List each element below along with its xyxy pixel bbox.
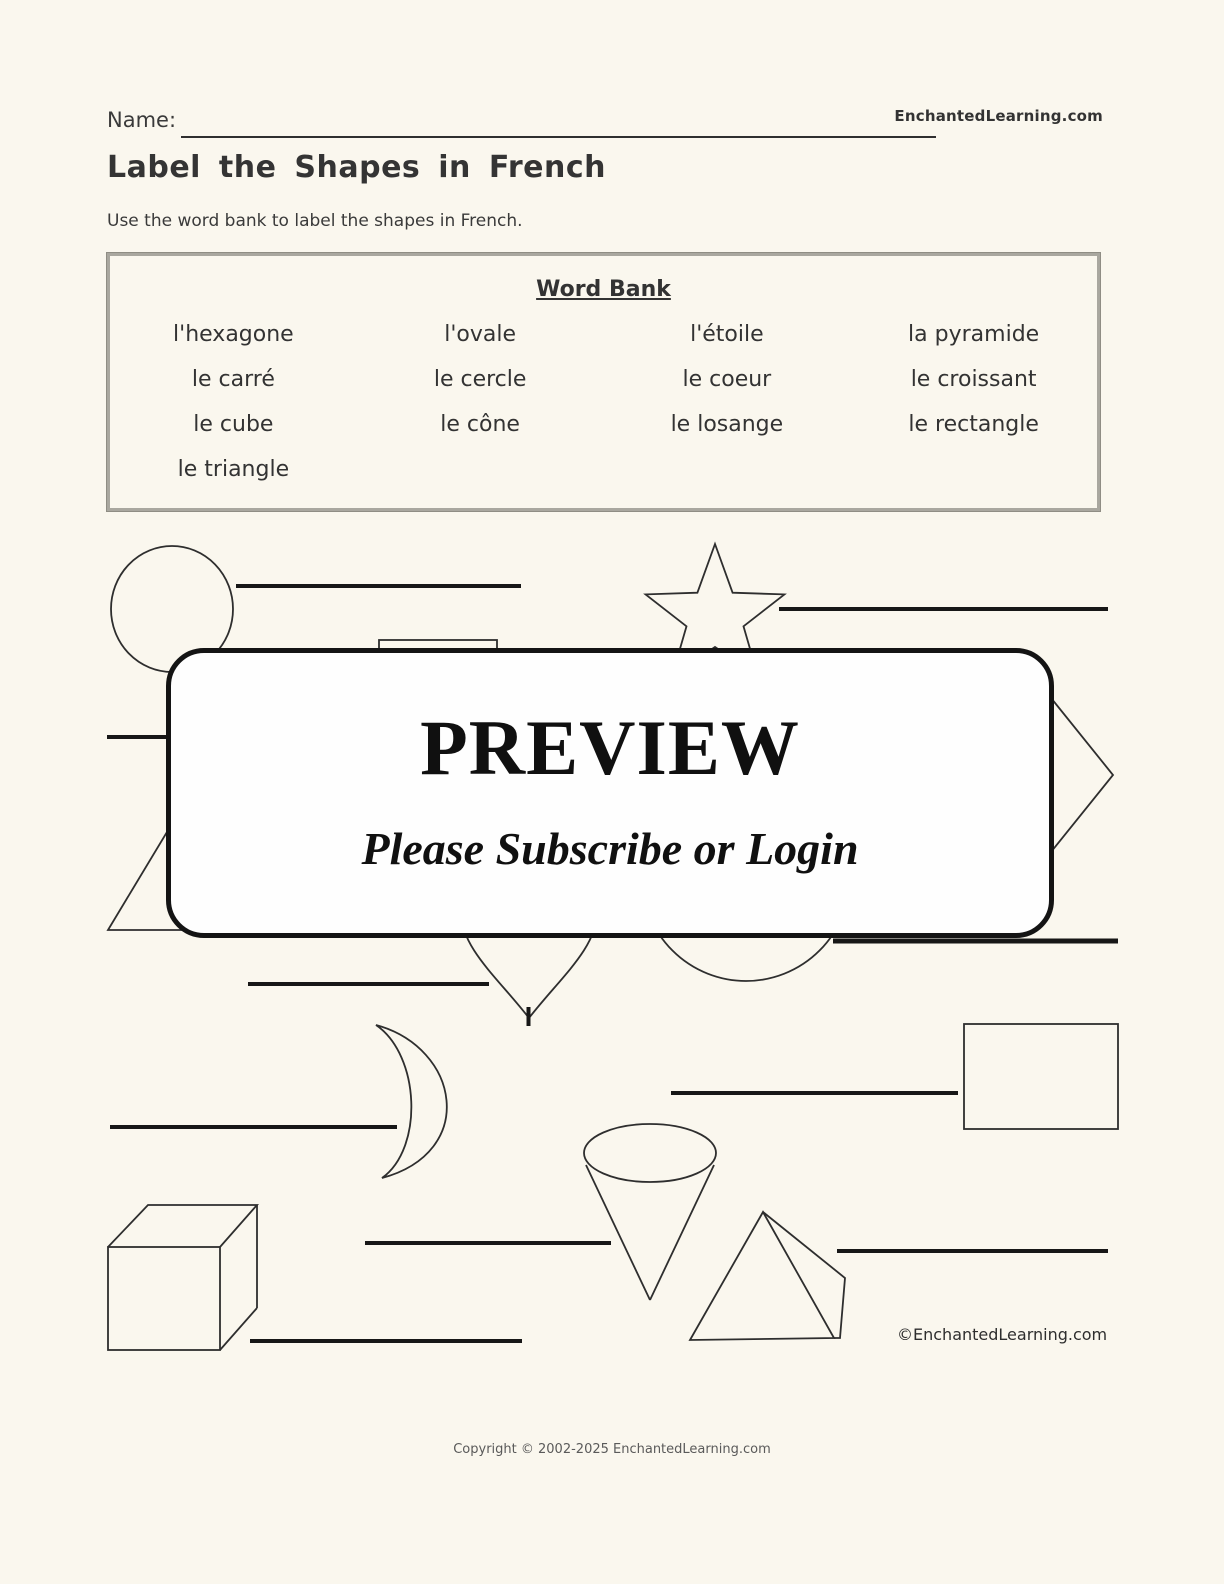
word-bank-word: le carré xyxy=(191,367,275,392)
footer-copyright: Copyright © 2002-2025 EnchantedLearning.com xyxy=(453,1442,771,1457)
cone-right-edge xyxy=(650,1165,714,1300)
word-bank-box xyxy=(107,253,1100,511)
word-bank-word: l'ovale xyxy=(444,322,517,347)
page-title: Label the Shapes in French xyxy=(107,150,607,185)
word-bank-word: le rectangle xyxy=(908,412,1039,437)
word-bank-word: le croissant xyxy=(910,367,1037,392)
cone-left-edge xyxy=(586,1165,650,1300)
name-fill-line xyxy=(181,136,936,138)
word-bank-word: le cercle xyxy=(433,367,527,392)
preview-subscribe-login-text[interactable]: Please Subscribe or Login xyxy=(361,823,859,875)
watermark: ©EnchantedLearning.com xyxy=(897,1325,1108,1344)
cone-top-ellipse xyxy=(584,1124,716,1182)
preview-title: PREVIEW xyxy=(420,704,800,792)
word-bank-word: le cube xyxy=(193,412,274,437)
word-bank-grid xyxy=(110,312,1097,492)
word-bank-title: Word Bank xyxy=(536,277,671,302)
word-bank-word: le triangle xyxy=(177,457,290,482)
word-bank-word: le losange xyxy=(670,412,784,437)
instructions-text: Use the word bank to label the shapes in French. xyxy=(107,211,523,231)
word-bank-word: le coeur xyxy=(682,367,772,392)
cube-shape xyxy=(108,1205,257,1350)
crescent-shape xyxy=(376,1025,447,1178)
word-bank-word: l'hexagone xyxy=(173,322,294,347)
site-logo[interactable]: EnchantedLearning.com xyxy=(894,107,1103,125)
word-bank-word: la pyramide xyxy=(908,322,1040,347)
preview-overlay[interactable] xyxy=(166,648,1054,938)
pyramid-shape xyxy=(690,1212,845,1340)
word-bank-word: le cône xyxy=(440,412,520,437)
name-label: Name: xyxy=(107,108,177,132)
word-bank-word: l'étoile xyxy=(690,322,764,347)
rectangle-shape xyxy=(964,1024,1118,1129)
